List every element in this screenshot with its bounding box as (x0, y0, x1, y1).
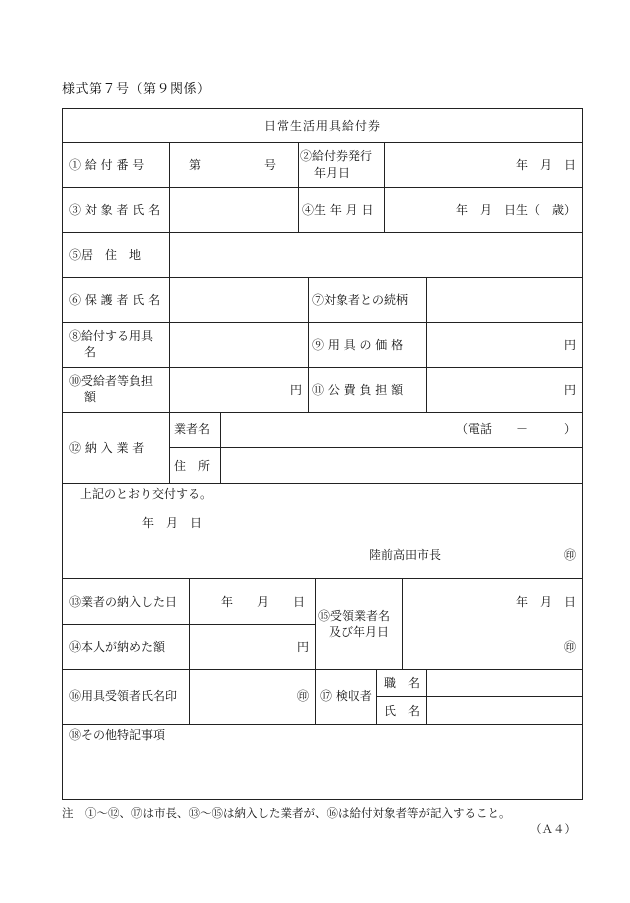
supplier-seal: ㊞ (563, 640, 576, 654)
label-relationship: ⑦対象者との続柄 (312, 293, 409, 307)
benefit-voucher-form (62, 108, 583, 800)
delivery-date-field: 年 月 日 (220, 595, 305, 609)
form-number: 様式第７号（第９関係） (62, 82, 211, 97)
label-amount-paid: ⑭本人が納めた額 (69, 640, 166, 654)
label-receiver-name-seal: ⑯用具受領者氏名印 (69, 689, 178, 703)
label-equipment-price: ⑨ 用 具 の 価 格 (312, 338, 404, 352)
label-issue-date: ②給付券発行 (300, 149, 373, 163)
form-title: 日常生活用具給付券 (263, 119, 381, 133)
label-special-notes: ⑱その他特記事項 (69, 728, 166, 742)
label-birthdate: ④生 年 月 日 (302, 203, 374, 217)
number-prefix: 第 (189, 158, 202, 172)
label-delivery-date: ⑬業者の納入した日 (69, 595, 178, 609)
number-suffix: 号 (264, 158, 277, 172)
mayor-seal: ㊞ (564, 548, 577, 562)
label-public-burden: ⑪ 公 費 負 担 額 (312, 383, 404, 397)
amount-paid-unit: 円 (296, 640, 309, 654)
issue-statement: 上記のとおり交付する。 (80, 487, 213, 501)
label-job-title: 職 名 (384, 676, 421, 690)
label-guardian-name: ⑥ 保 護 者 氏 名 (69, 293, 161, 307)
label-recipient-burden-2: 額 (84, 390, 97, 404)
label-supplier-name: 業者名 (174, 422, 211, 436)
label-receiving-supplier-2: 及び年月日 (329, 625, 390, 639)
label-receiving-supplier: ⑮受領業者名 (318, 609, 391, 623)
receiver-seal: ㊞ (296, 689, 309, 703)
footnote: 注 ①～⑫、⑰は市長、⑬～⑮は納入した業者が、⑯は給付対象者等が記入すること。 (62, 806, 511, 820)
label-inspector-name: 氏 名 (384, 704, 421, 718)
label-benefit-number: ① 給 付 番 号 (69, 158, 145, 172)
issue-date: 年 月 日 (142, 516, 203, 530)
label-supplier: ⑫ 納 入 業 者 (69, 441, 145, 455)
equipment-price-unit: 円 (563, 338, 576, 352)
receiving-date-field: 年 月 日 (515, 595, 576, 609)
label-subject-name: ③ 対 象 者 氏 名 (69, 203, 161, 217)
mayor-title: 陸前高田市長 (369, 548, 442, 562)
paper-size: （Ａ４） (530, 822, 576, 836)
public-burden-unit: 円 (563, 383, 576, 397)
label-address: ⑤居 住 地 (69, 248, 142, 262)
recipient-burden-unit: 円 (289, 383, 302, 397)
label-equipment-name: ⑧給付する用具 (69, 329, 154, 343)
issue-date-field: 年 月 日 (515, 158, 576, 172)
birthdate-field: 年 月 日生（ 歳） (455, 203, 576, 217)
label-equipment-name-2: 名 (84, 345, 97, 359)
label-recipient-burden: ⑩受給者等負担 (69, 374, 154, 388)
label-inspector: ⑰ 検収者 (320, 689, 372, 703)
label-issue-date-2: 年月日 (314, 166, 351, 180)
label-supplier-address: 住 所 (174, 459, 211, 473)
supplier-phone: （電話 － ） (455, 422, 576, 436)
